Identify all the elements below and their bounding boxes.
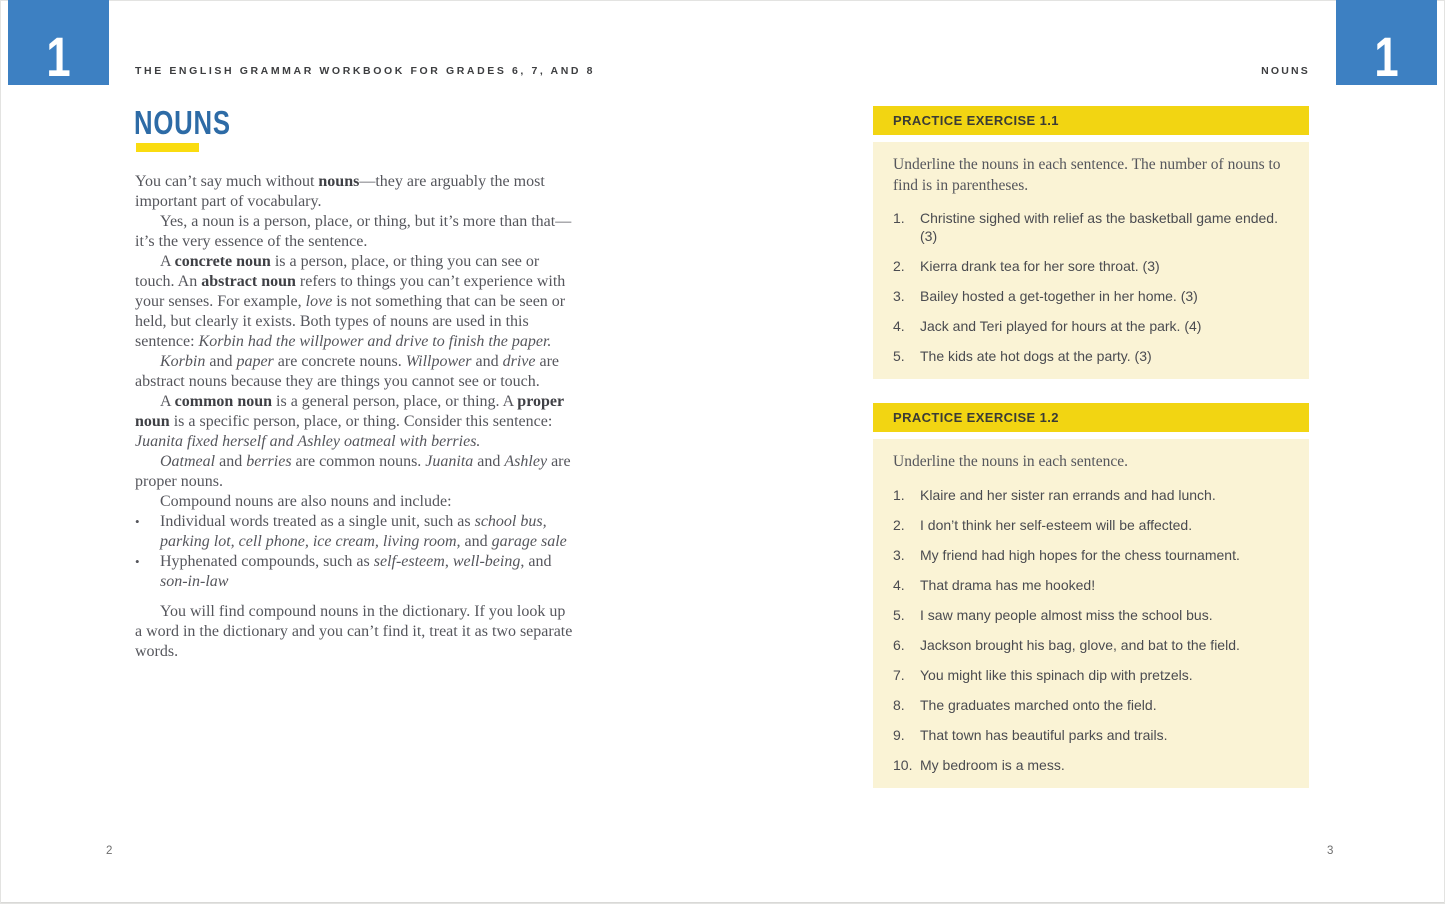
item-number: 1. xyxy=(893,210,905,226)
exercise-header-bar xyxy=(873,106,1309,135)
exercise-item xyxy=(893,546,1289,564)
item-number: 4. xyxy=(893,318,905,334)
exercise-list xyxy=(893,486,1289,774)
exercise-item xyxy=(893,287,1289,305)
item-number: 6. xyxy=(893,636,905,653)
exercise-panel xyxy=(873,142,1309,379)
paragraph: Korbin and paper are concrete nouns. Willpower and drive are abstract nouns because they are things you cannot see or touch. xyxy=(135,353,560,390)
item-number: 8. xyxy=(893,696,905,713)
chapter-number-left: 1 xyxy=(46,24,71,88)
item-text: Jackson brought his bag, glove, and bat to the field. xyxy=(920,636,1240,653)
item-text: Klaire and her sister ran errands and had lunch. xyxy=(920,486,1216,503)
left-page-body xyxy=(135,172,575,662)
paragraph-intro: You can’t say much without nouns—they are arguably the most important part of vocabulary. xyxy=(135,173,545,210)
exercise-item xyxy=(893,486,1289,504)
exercise-panel xyxy=(873,439,1309,788)
exercise-item xyxy=(893,516,1289,534)
paragraph-closing: You will find compound nouns in the dictionary. If you look up a word in the dictionary and you can’t find it, treat it as two separate words. xyxy=(135,603,573,660)
exercise-item xyxy=(893,666,1289,684)
item-text: I saw many people almost miss the school bus. xyxy=(920,606,1213,623)
exercise-item xyxy=(893,209,1289,245)
bullet-item: • Hyphenated compounds, such as self-esteem, well-being, and son-in-law xyxy=(135,553,552,590)
exercise-item xyxy=(893,317,1289,335)
item-text: Kierra drank tea for her sore throat. (3) xyxy=(920,258,1160,274)
item-number: 3. xyxy=(893,288,905,304)
running-head-right: NOUNS xyxy=(1261,65,1310,77)
exercise-item xyxy=(893,726,1289,744)
item-number: 5. xyxy=(893,606,905,623)
item-number: 10. xyxy=(893,756,913,773)
chapter-title: NOUNS xyxy=(134,104,231,141)
running-head-left: THE ENGLISH GRAMMAR WORKBOOK FOR GRADES 6, 7, AND 8 xyxy=(135,65,596,77)
item-number: 1. xyxy=(893,486,905,503)
exercise-item xyxy=(893,576,1289,594)
item-text: Christine sighed with relief as the basketball game ended. (3) xyxy=(920,210,1278,244)
item-text: I don’t think her self-esteem will be affected. xyxy=(920,516,1193,533)
item-number: 9. xyxy=(893,726,905,743)
title-underline xyxy=(136,143,199,152)
exercise-header-bar xyxy=(873,403,1309,432)
paragraph: A concrete noun is a person, place, or thing you can see or touch. An abstract noun refers to things you can’t experience with your senses. For example, love is not something that can be seen or held, but clearly it exists. Both types of nouns are used in this sentence: Korbin had the willpower and drive to finish the paper. xyxy=(135,253,566,350)
paragraph: Yes, a noun is a person, place, or thing, but it’s more than that—it’s the very essence of the sentence. xyxy=(135,213,572,250)
exercise-title: PRACTICE EXERCISE 1.2 xyxy=(893,410,1059,425)
right-page-exercises xyxy=(873,106,1309,788)
page-number-left: 2 xyxy=(106,845,113,857)
item-number: 2. xyxy=(893,516,905,533)
exercise-item xyxy=(893,347,1289,365)
exercise-item xyxy=(893,606,1289,624)
practice-exercise-1-2 xyxy=(873,403,1309,788)
item-text: Bailey hosted a get-together in her home. (3) xyxy=(920,288,1198,304)
item-text: That town has beautiful parks and trails. xyxy=(920,726,1168,743)
chapter-tab-left xyxy=(8,0,109,88)
exercise-item xyxy=(893,696,1289,714)
item-text: The graduates marched onto the field. xyxy=(920,696,1157,713)
item-number: 2. xyxy=(893,258,905,274)
item-text: You might like this spinach dip with pretzels. xyxy=(920,666,1193,683)
item-text: My friend had high hopes for the chess tournament. xyxy=(920,546,1240,563)
paragraph: A common noun is a general person, place, or thing. A proper noun is a specific person, place, or thing. Consider this sentence: Juanita fixed herself and Ashley oatmeal with berries. xyxy=(135,393,564,450)
bullet-item: • Individual words treated as a single unit, such as school bus, parking lot, cell phone, ice cream, living room, and garage sale xyxy=(135,513,567,550)
practice-exercise-1-1 xyxy=(873,106,1309,379)
item-text: The kids ate hot dogs at the party. (3) xyxy=(920,348,1152,364)
paragraph: Compound nouns are also nouns and include: xyxy=(160,493,452,510)
page-number-right: 3 xyxy=(1327,845,1334,857)
item-text: That drama has me hooked! xyxy=(920,576,1096,593)
paragraph: Oatmeal and berries are common nouns. Juanita and Ashley are proper nouns. xyxy=(135,453,571,490)
exercise-title: PRACTICE EXERCISE 1.1 xyxy=(893,113,1059,128)
exercise-instructions: Underline the nouns in each sentence. The number of nouns to find is in parentheses. xyxy=(893,156,1281,194)
exercise-item xyxy=(893,636,1289,654)
bullet-icon: • xyxy=(135,514,140,529)
chapter-number-right: 1 xyxy=(1374,24,1399,88)
chapter-tab-right xyxy=(1336,0,1437,88)
exercise-instructions: Underline the nouns in each sentence. xyxy=(893,453,1128,470)
bullet-icon: • xyxy=(135,554,140,569)
item-number: 7. xyxy=(893,666,905,683)
item-text: Jack and Teri played for hours at the park. (4) xyxy=(920,318,1202,334)
exercise-list xyxy=(893,209,1289,365)
exercise-item xyxy=(893,257,1289,275)
exercise-item xyxy=(893,756,1289,774)
item-number: 5. xyxy=(893,348,905,364)
item-text: My bedroom is a mess. xyxy=(920,756,1065,773)
item-number: 3. xyxy=(893,546,905,563)
item-number: 4. xyxy=(893,576,905,593)
